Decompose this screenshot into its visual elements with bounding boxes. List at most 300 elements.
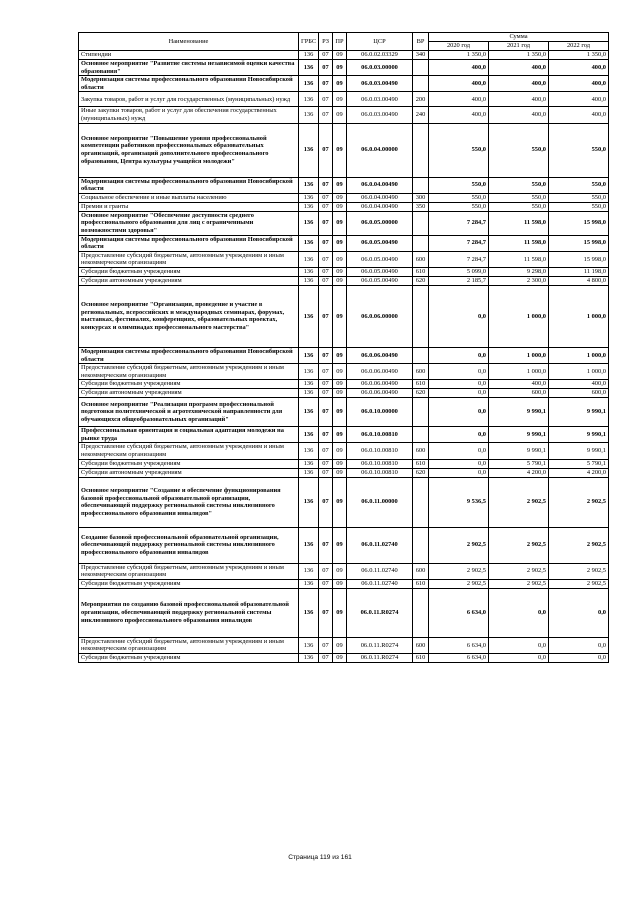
pr-cell: 09	[333, 92, 347, 107]
sum-2022: 9 990,1	[549, 443, 609, 459]
grbs-cell: 136	[299, 92, 319, 107]
sum-2020: 0,0	[429, 443, 489, 459]
grbs-cell: 136	[299, 202, 319, 211]
table-row	[79, 347, 609, 363]
sum-2020: 0,0	[429, 427, 489, 443]
csr-cell: 06.0.06.00000	[347, 285, 413, 347]
vr-cell: 340	[413, 51, 429, 60]
sum-2022: 400,0	[549, 380, 609, 389]
sum-2021: 0,0	[489, 588, 549, 637]
table-row	[79, 202, 609, 211]
vr-cell: 610	[413, 267, 429, 276]
csr-cell: 06.0.05.00490	[347, 267, 413, 276]
rz-cell: 07	[319, 443, 333, 459]
pr-cell: 09	[333, 51, 347, 60]
vr-cell	[413, 588, 429, 637]
pr-cell: 09	[333, 76, 347, 92]
rz-cell: 07	[319, 527, 333, 563]
rz-cell: 07	[319, 398, 333, 427]
pr-cell: 09	[333, 60, 347, 76]
csr-cell: 06.0.05.00000	[347, 211, 413, 235]
row-name: Премии и гранты	[79, 202, 299, 211]
sum-2022: 15 998,0	[549, 235, 609, 251]
sum-2021: 5 790,1	[489, 459, 549, 468]
sum-2021: 2 902,5	[489, 477, 549, 527]
rz-cell: 07	[319, 107, 333, 123]
sum-2020: 9 536,5	[429, 477, 489, 527]
sum-2020: 6 634,0	[429, 588, 489, 637]
table-row	[79, 477, 609, 527]
sum-2022: 2 902,5	[549, 579, 609, 588]
sum-2022: 550,0	[549, 193, 609, 202]
sum-2022: 2 902,5	[549, 477, 609, 527]
sum-2021: 9 990,1	[489, 443, 549, 459]
table-row	[79, 193, 609, 202]
vr-cell	[413, 211, 429, 235]
pr-cell: 09	[333, 654, 347, 663]
row-name: Субсидии бюджетным учреждениям	[79, 380, 299, 389]
rz-cell: 07	[319, 193, 333, 202]
csr-cell: 06.0.05.00490	[347, 235, 413, 251]
pr-cell: 09	[333, 427, 347, 443]
vr-cell: 600	[413, 364, 429, 380]
grbs-cell: 136	[299, 276, 319, 285]
sum-2021: 0,0	[489, 637, 549, 653]
pr-cell: 09	[333, 563, 347, 579]
header-year-2022: 2022 год	[549, 42, 609, 51]
pr-cell: 09	[333, 235, 347, 251]
rz-cell: 07	[319, 60, 333, 76]
sum-2021: 0,0	[489, 654, 549, 663]
table-row	[79, 51, 609, 60]
table-row	[79, 579, 609, 588]
sum-2022: 550,0	[549, 202, 609, 211]
csr-cell: 06.0.11.02740	[347, 579, 413, 588]
sum-2020: 7 284,7	[429, 235, 489, 251]
pr-cell: 09	[333, 579, 347, 588]
rz-cell: 07	[319, 235, 333, 251]
vr-cell: 600	[413, 443, 429, 459]
vr-cell	[413, 76, 429, 92]
rz-cell: 07	[319, 267, 333, 276]
row-name: Субсидии бюджетным учреждениям	[79, 579, 299, 588]
pr-cell: 09	[333, 443, 347, 459]
row-name: Мероприятия по созданию базовой профессиональной образовательной организации, обеспечивающей поддержку региональной системы инклюзивного профессионального образования инвалидов	[79, 588, 299, 637]
grbs-cell: 136	[299, 380, 319, 389]
page-number-footer: Страница 119 из 161	[288, 854, 352, 861]
row-name: Основное мероприятие "Создание и обеспечение функционирования базовой профессиональной образовательной организации, обеспечивающей поддержку региональной системы инклюзивного профессионального образования инвалидов"	[79, 477, 299, 527]
grbs-cell: 136	[299, 251, 319, 267]
pr-cell: 09	[333, 637, 347, 653]
pr-cell: 09	[333, 527, 347, 563]
sum-2021: 4 200,0	[489, 468, 549, 477]
sum-2020: 5 099,0	[429, 267, 489, 276]
sum-2020: 2 902,5	[429, 563, 489, 579]
sum-2022: 9 990,1	[549, 427, 609, 443]
header-sum: Сумма	[429, 33, 609, 42]
pr-cell: 09	[333, 364, 347, 380]
rz-cell: 07	[319, 637, 333, 653]
rz-cell: 07	[319, 92, 333, 107]
sum-2020: 0,0	[429, 364, 489, 380]
csr-cell: 06.0.10.00810	[347, 443, 413, 459]
pr-cell: 09	[333, 398, 347, 427]
table-row	[79, 427, 609, 443]
vr-cell	[413, 60, 429, 76]
table-row	[79, 588, 609, 637]
table-row	[79, 364, 609, 380]
row-name: Основное мероприятие "Обеспечение доступности среднего профессионального образования для лиц с ограниченными возможностями здоровья"	[79, 211, 299, 235]
grbs-cell: 136	[299, 477, 319, 527]
table-row	[79, 92, 609, 107]
vr-cell: 610	[413, 459, 429, 468]
sum-2022: 4 200,0	[549, 468, 609, 477]
sum-2022: 1 000,0	[549, 347, 609, 363]
pr-cell: 09	[333, 211, 347, 235]
grbs-cell: 136	[299, 285, 319, 347]
csr-cell: 06.0.04.00000	[347, 123, 413, 177]
vr-cell: 350	[413, 202, 429, 211]
header-pr: ПР	[333, 33, 347, 51]
pr-cell: 09	[333, 193, 347, 202]
grbs-cell: 136	[299, 364, 319, 380]
rz-cell: 07	[319, 477, 333, 527]
vr-cell: 620	[413, 389, 429, 398]
pr-cell: 09	[333, 285, 347, 347]
pr-cell: 09	[333, 347, 347, 363]
sum-2022: 15 998,0	[549, 251, 609, 267]
row-name: Субсидии автономным учреждениям	[79, 389, 299, 398]
rz-cell: 07	[319, 588, 333, 637]
sum-2021: 550,0	[489, 123, 549, 177]
sum-2022: 550,0	[549, 123, 609, 177]
pr-cell: 09	[333, 202, 347, 211]
grbs-cell: 136	[299, 177, 319, 193]
sum-2022: 600,0	[549, 389, 609, 398]
sum-2021: 1 000,0	[489, 347, 549, 363]
row-name: Субсидии бюджетным учреждениям	[79, 267, 299, 276]
sum-2020: 2 902,5	[429, 527, 489, 563]
sum-2020: 7 284,7	[429, 211, 489, 235]
table-row	[79, 211, 609, 235]
sum-2020: 0,0	[429, 468, 489, 477]
sum-2022: 1 000,0	[549, 285, 609, 347]
header-year-2021: 2021 год	[489, 42, 549, 51]
sum-2021: 400,0	[489, 60, 549, 76]
sum-2021: 550,0	[489, 202, 549, 211]
pr-cell: 09	[333, 459, 347, 468]
table-row	[79, 563, 609, 579]
csr-cell: 06.0.04.00490	[347, 177, 413, 193]
grbs-cell: 136	[299, 123, 319, 177]
sum-2020: 550,0	[429, 123, 489, 177]
sum-2020: 550,0	[429, 177, 489, 193]
grbs-cell: 136	[299, 389, 319, 398]
csr-cell: 06.0.05.00490	[347, 276, 413, 285]
row-name: Предоставление субсидий бюджетным, автономным учреждениям и иным некоммерческим организациям	[79, 637, 299, 653]
vr-cell	[413, 285, 429, 347]
vr-cell: 610	[413, 654, 429, 663]
sum-2020: 2 185,7	[429, 276, 489, 285]
table-row	[79, 380, 609, 389]
sum-2021: 2 902,5	[489, 579, 549, 588]
sum-2022: 2 902,5	[549, 563, 609, 579]
rz-cell: 07	[319, 364, 333, 380]
pr-cell: 09	[333, 123, 347, 177]
row-name: Основное мероприятие "Повышение уровня профессиональной компетенции работников профессиональных образовательных организаций, организаций дополнительного профессионального образования, Центра культуры учащейся молодежи"	[79, 123, 299, 177]
table-row	[79, 398, 609, 427]
csr-cell: 06.0.11.02740	[347, 563, 413, 579]
row-name: Модернизация системы профессионального образования Новосибирской области	[79, 76, 299, 92]
sum-2022: 400,0	[549, 92, 609, 107]
row-name: Субсидии автономным учреждениям	[79, 468, 299, 477]
sum-2020: 6 634,0	[429, 637, 489, 653]
sum-2021: 550,0	[489, 193, 549, 202]
csr-cell: 06.0.06.00490	[347, 347, 413, 363]
csr-cell: 06.0.03.00490	[347, 107, 413, 123]
sum-2022: 400,0	[549, 107, 609, 123]
vr-cell	[413, 427, 429, 443]
table-row	[79, 276, 609, 285]
grbs-cell: 136	[299, 267, 319, 276]
sum-2022: 550,0	[549, 177, 609, 193]
csr-cell: 06.0.06.00490	[347, 380, 413, 389]
grbs-cell: 136	[299, 398, 319, 427]
vr-cell: 600	[413, 251, 429, 267]
row-name: Социальное обеспечение и иные выплаты населению	[79, 193, 299, 202]
vr-cell	[413, 235, 429, 251]
rz-cell: 07	[319, 285, 333, 347]
rz-cell: 07	[319, 380, 333, 389]
csr-cell: 06.0.06.00490	[347, 364, 413, 380]
vr-cell: 620	[413, 468, 429, 477]
vr-cell	[413, 398, 429, 427]
sum-2021: 400,0	[489, 92, 549, 107]
row-name: Предоставление субсидий бюджетным, автономным учреждениям и иным некоммерческим организациям	[79, 563, 299, 579]
grbs-cell: 136	[299, 563, 319, 579]
sum-2022: 9 990,1	[549, 398, 609, 427]
sum-2020: 7 284,7	[429, 251, 489, 267]
sum-2021: 1 000,0	[489, 285, 549, 347]
table-row	[79, 235, 609, 251]
table-row	[79, 389, 609, 398]
table-row	[79, 267, 609, 276]
sum-2020: 1 350,0	[429, 51, 489, 60]
rz-cell: 07	[319, 427, 333, 443]
table-row	[79, 107, 609, 123]
sum-2022: 400,0	[549, 76, 609, 92]
sum-2020: 0,0	[429, 398, 489, 427]
vr-cell: 600	[413, 563, 429, 579]
csr-cell: 06.0.11.R0274	[347, 654, 413, 663]
header-name: Наименование	[79, 33, 299, 51]
rz-cell: 07	[319, 468, 333, 477]
sum-2021: 400,0	[489, 107, 549, 123]
sum-2022: 1 350,0	[549, 51, 609, 60]
table-row	[79, 76, 609, 92]
sum-2020: 0,0	[429, 380, 489, 389]
pr-cell: 09	[333, 276, 347, 285]
vr-cell	[413, 177, 429, 193]
sum-2022: 0,0	[549, 588, 609, 637]
csr-cell: 06.0.02.03329	[347, 51, 413, 60]
row-name: Модернизация системы профессионального образования Новосибирской области	[79, 235, 299, 251]
table-row	[79, 637, 609, 653]
table-row	[79, 60, 609, 76]
rz-cell: 07	[319, 276, 333, 285]
sum-2021: 600,0	[489, 389, 549, 398]
sum-2020: 400,0	[429, 60, 489, 76]
sum-2021: 400,0	[489, 380, 549, 389]
row-name: Основное мероприятие "Развитие системы независимой оценки качества образования"	[79, 60, 299, 76]
rz-cell: 07	[319, 202, 333, 211]
csr-cell: 06.0.10.00810	[347, 427, 413, 443]
pr-cell: 09	[333, 267, 347, 276]
vr-cell: 240	[413, 107, 429, 123]
csr-cell: 06.0.10.00810	[347, 468, 413, 477]
sum-2021: 11 598,0	[489, 235, 549, 251]
vr-cell: 610	[413, 380, 429, 389]
vr-cell	[413, 527, 429, 563]
vr-cell: 620	[413, 276, 429, 285]
grbs-cell: 136	[299, 235, 319, 251]
rz-cell: 07	[319, 389, 333, 398]
table-row	[79, 123, 609, 177]
sum-2022: 2 902,5	[549, 527, 609, 563]
csr-cell: 06.0.06.00490	[347, 389, 413, 398]
table-row	[79, 443, 609, 459]
sum-2021: 550,0	[489, 177, 549, 193]
sum-2022: 400,0	[549, 60, 609, 76]
sum-2022: 11 198,0	[549, 267, 609, 276]
csr-cell: 06.0.03.00490	[347, 92, 413, 107]
grbs-cell: 136	[299, 579, 319, 588]
csr-cell: 06.0.04.00490	[347, 193, 413, 202]
row-name: Иные закупки товаров, работ и услуг для обеспечения государственных (муниципальных) нужд	[79, 107, 299, 123]
row-name: Создание базовой профессиональной образовательной организации, обеспечивающей поддержку региональной системы инклюзивного профессионального образования инвалидов	[79, 527, 299, 563]
vr-cell: 200	[413, 92, 429, 107]
grbs-cell: 136	[299, 459, 319, 468]
csr-cell: 06.0.03.00490	[347, 76, 413, 92]
sum-2020: 550,0	[429, 202, 489, 211]
sum-2020: 0,0	[429, 285, 489, 347]
rz-cell: 07	[319, 579, 333, 588]
sum-2022: 5 790,1	[549, 459, 609, 468]
rz-cell: 07	[319, 563, 333, 579]
grbs-cell: 136	[299, 107, 319, 123]
row-name: Предоставление субсидий бюджетным, автономным учреждениям и иным некоммерческим организациям	[79, 251, 299, 267]
csr-cell: 06.0.05.00490	[347, 251, 413, 267]
row-name: Субсидии бюджетным учреждениям	[79, 654, 299, 663]
row-name: Модернизация системы профессионального образования Новосибирской области	[79, 177, 299, 193]
grbs-cell: 136	[299, 637, 319, 653]
csr-cell: 06.0.10.00000	[347, 398, 413, 427]
sum-2021: 1 000,0	[489, 364, 549, 380]
grbs-cell: 136	[299, 193, 319, 202]
sum-2022: 1 000,0	[549, 364, 609, 380]
sum-2021: 9 990,1	[489, 427, 549, 443]
row-name: Стипендии	[79, 51, 299, 60]
row-name: Основное мероприятие "Реализация программ профессиональной подготовки политехнической и агротехнической направленности для обучающихся общеобразовательных организаций"	[79, 398, 299, 427]
pr-cell: 09	[333, 251, 347, 267]
pr-cell: 09	[333, 477, 347, 527]
grbs-cell: 136	[299, 654, 319, 663]
sum-2020: 400,0	[429, 107, 489, 123]
sum-2020: 6 634,0	[429, 654, 489, 663]
row-name: Субсидии автономным учреждениям	[79, 276, 299, 285]
vr-cell	[413, 123, 429, 177]
grbs-cell: 136	[299, 211, 319, 235]
sum-2021: 400,0	[489, 76, 549, 92]
sum-2021: 2 902,5	[489, 527, 549, 563]
row-name: Субсидии бюджетным учреждениям	[79, 459, 299, 468]
sum-2022: 4 800,0	[549, 276, 609, 285]
rz-cell: 07	[319, 347, 333, 363]
header-grbs: ГРБС	[299, 33, 319, 51]
header-rz: РЗ	[319, 33, 333, 51]
header-csr: ЦСР	[347, 33, 413, 51]
grbs-cell: 136	[299, 347, 319, 363]
rz-cell: 07	[319, 459, 333, 468]
rz-cell: 07	[319, 123, 333, 177]
vr-cell	[413, 347, 429, 363]
rz-cell: 07	[319, 654, 333, 663]
table-body	[79, 51, 609, 663]
table-row	[79, 654, 609, 663]
sum-2021: 11 598,0	[489, 211, 549, 235]
csr-cell: 06.0.03.00000	[347, 60, 413, 76]
sum-2021: 9 298,0	[489, 267, 549, 276]
table-row	[79, 177, 609, 193]
vr-cell: 600	[413, 637, 429, 653]
budget-table	[78, 32, 609, 663]
table-row	[79, 459, 609, 468]
sum-2021: 11 598,0	[489, 251, 549, 267]
sum-2020: 2 902,5	[429, 579, 489, 588]
rz-cell: 07	[319, 76, 333, 92]
sum-2020: 0,0	[429, 459, 489, 468]
vr-cell	[413, 477, 429, 527]
table-row	[79, 285, 609, 347]
vr-cell: 610	[413, 579, 429, 588]
vr-cell: 300	[413, 193, 429, 202]
grbs-cell: 136	[299, 443, 319, 459]
row-name: Предоставление субсидий бюджетным, автономным учреждениям и иным некоммерческим организациям	[79, 443, 299, 459]
rz-cell: 07	[319, 211, 333, 235]
sum-2021: 9 990,1	[489, 398, 549, 427]
grbs-cell: 136	[299, 588, 319, 637]
sum-2020: 0,0	[429, 347, 489, 363]
sum-2020: 550,0	[429, 193, 489, 202]
sum-2020: 400,0	[429, 92, 489, 107]
grbs-cell: 136	[299, 468, 319, 477]
grbs-cell: 136	[299, 60, 319, 76]
grbs-cell: 136	[299, 76, 319, 92]
csr-cell: 06.0.11.R0274	[347, 637, 413, 653]
csr-cell: 06.0.11.R0274	[347, 588, 413, 637]
table-row	[79, 251, 609, 267]
pr-cell: 09	[333, 177, 347, 193]
pr-cell: 09	[333, 389, 347, 398]
row-name: Основное мероприятие "Организация, проведение и участие в региональных, всероссийских и международных семинарах, форумах, выставках, фестивалях, конференциях, образовательных проектах, конкурсах и олимпиадах профессионального мастерства"	[79, 285, 299, 347]
rz-cell: 07	[319, 51, 333, 60]
rz-cell: 07	[319, 177, 333, 193]
rz-cell: 07	[319, 251, 333, 267]
csr-cell: 06.0.04.00490	[347, 202, 413, 211]
csr-cell: 06.0.10.00810	[347, 459, 413, 468]
grbs-cell: 136	[299, 427, 319, 443]
sum-2021: 2 300,0	[489, 276, 549, 285]
